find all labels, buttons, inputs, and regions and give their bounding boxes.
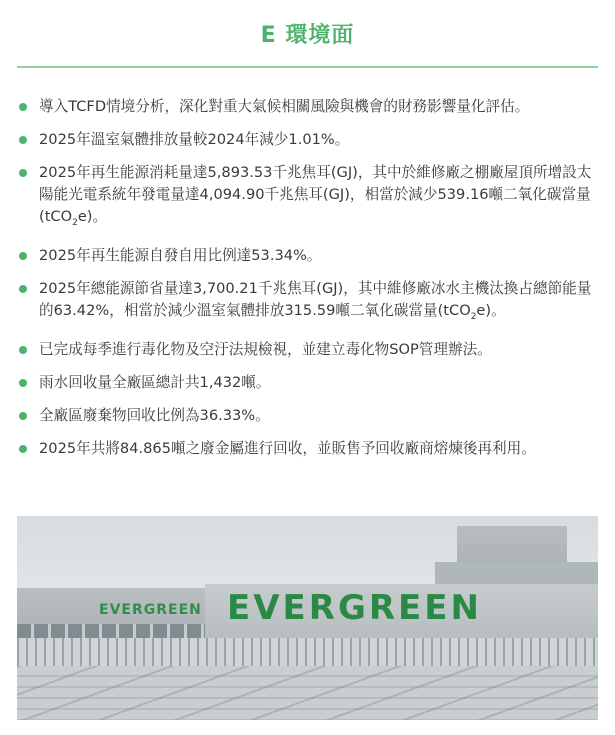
photo-tower-base xyxy=(435,562,598,586)
bullet-dot-icon xyxy=(19,412,27,420)
photo-building-windows xyxy=(17,624,207,638)
list-item: 雨水回收量全廠區總計共1,432噸。 xyxy=(17,372,602,394)
photo-sign-large: EVERGREEN xyxy=(227,588,482,628)
list-item: 2025年再生能源自發自用比例達53.34%。 xyxy=(17,245,602,267)
list-item: 2025年溫室氣體排放量較2024年減少1.01%。 xyxy=(17,129,602,151)
bullet-dot-icon xyxy=(19,103,27,111)
list-item: 2025年共將84.865噸之廢金屬進行回收，並販售予回收廠商熔煉後再利用。 xyxy=(17,438,602,460)
solar-roof-photo xyxy=(17,516,598,720)
bullet-dot-icon xyxy=(19,445,27,453)
bullet-list xyxy=(17,96,602,471)
bullet-dot-icon xyxy=(19,346,27,354)
bullet-dot-icon xyxy=(19,285,27,293)
bullet-dot-icon xyxy=(19,252,27,260)
bullet-dot-icon xyxy=(19,169,27,177)
photo-sign-small: EVERGREEN xyxy=(99,602,202,618)
bullet-dot-icon xyxy=(19,379,27,387)
section-title: E 環境面 xyxy=(260,23,355,48)
list-item: 全廠區廢棄物回收比例為36.33%。 xyxy=(17,405,602,427)
list-item: 導入TCFD情境分析，深化對重大氣候相關風險與機會的財務影響量化評估。 xyxy=(17,96,602,118)
photo-railing xyxy=(17,638,598,668)
list-item: 2025年再生能源消耗量達5,893.53千兆焦耳(GJ)，其中於維修廠之棚廠屋頂所增設太陽能光電系統年發電量達4,094.90千兆焦耳(GJ)，相當於減少539.16噸二氧化碳當量(tCO$_2$e)。 xyxy=(17,162,602,234)
bullet-dot-icon xyxy=(19,136,27,144)
list-item: 2025年總能源節省量達3,700.21千兆焦耳(GJ)，其中維修廠冰水主機汰換占總節能量的63.42%，相當於減少溫室氣體排放315.59噸二氧化碳當量(tCO$_2$e)。 xyxy=(17,278,602,328)
title-divider xyxy=(17,66,598,68)
list-item: 已完成每季進行毒化物及空汙法規檢視，並建立毒化物SOP管理辦法。 xyxy=(17,339,602,361)
photo-solar-panels xyxy=(17,666,598,720)
